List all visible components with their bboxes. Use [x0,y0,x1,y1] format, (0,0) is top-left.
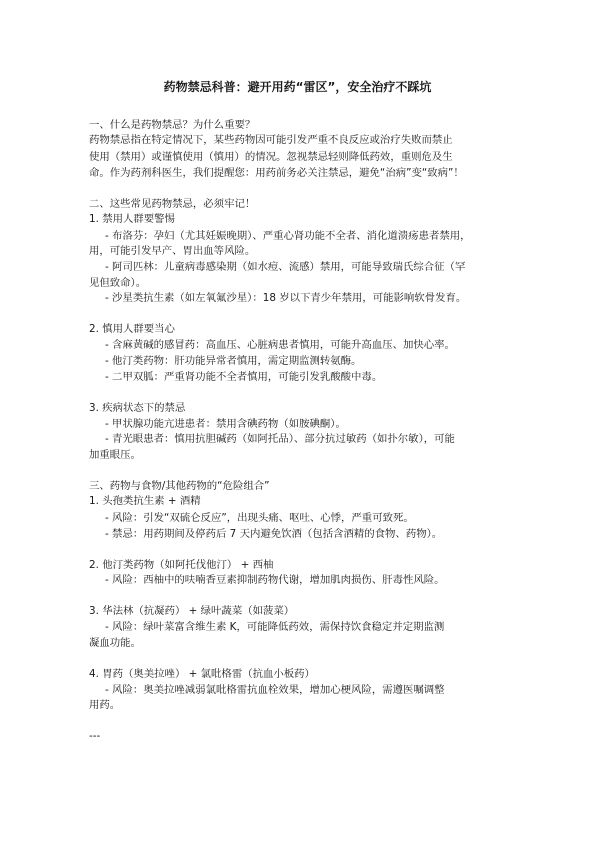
section-3-combo-4-risk-line-2: 用药。 [89,699,121,711]
section-2-group-1-item-3: - 沙星类抗生素（如左氧氟沙星）：18 岁以下青少年禁用，可能影响软骨发育。 [105,292,467,304]
section-2-group-1-item-2-line-2: 见但致命）。 [89,277,147,289]
section-3-combo-2-title: 2. 他汀类药物（如阿托伐他汀） + 西柚 [89,559,274,571]
section-2-group-2-item-1: - 含麻黄碱的感冒药：高血压、心脏病患者慎用，可能升高血压、加快心率。 [105,339,455,351]
section-3-combo-2-risk: - 风险：西柚中的呋喃香豆素抑制药物代谢，增加肌肉损伤、肝毒性风险。 [105,574,445,586]
section-2-group-3-item-2-line-2: 加重眼压。 [89,449,141,461]
separator-text: --- [89,730,101,742]
section-2-group-2-item-3: - 二甲双胍：严重肾功能不全者慎用，可能引发乳酸酸中毒。 [105,371,383,383]
section-2-group-1-item-1-line-1: - 布洛芬：孕妇（尤其妊娠晚期）、严重心肾功能不全者、消化道溃疡患者禁用， [105,230,471,242]
section-3-combo-4-title: 4. 胃药（奥美拉唑） + 氯吡格雷（抗血小板药） [89,668,315,680]
section-3-combo-3-title: 3. 华法林（抗凝药） + 绿叶蔬菜（如菠菜） [89,605,295,617]
section-1-paragraph-line-2: 使用（禁用）或谨慎使用（慎用）的情况。忽视禁忌轻则降低药效，重则危及生 [89,151,453,163]
section-2-group-3-item-1: - 甲状腺功能亢进患者：禁用含碘药物（如胺碘酮）。 [105,418,346,430]
section-3-combo-3-risk-line-1: - 风险：绿叶菜富含维生素 K，可能降低药效，需保持饮食稳定并定期监测 [105,621,445,633]
section-2-heading: 二、这些常见药物禁忌，必须牢记！ [89,198,256,210]
section-2-group-2-item-2: - 他汀类药物：肝功能异常者慎用，需定期监测转氨酶。 [105,355,362,367]
section-1-paragraph-line-3: 命。作为药剂科医生，我们提醒您：用药前务必关注禁忌，避免“治病”变“致病”！ [89,167,464,179]
section-2-group-3-item-2-line-1: - 青光眼患者：慎用抗胆碱药（如阿托品）、部分抗过敏药（如扑尔敏），可能 [105,433,455,445]
section-1-heading: 一、什么是药物禁忌？为什么重要？ [89,119,256,131]
section-2-group-1-item-2-line-1: - 阿司匹林：儿童病毒感染期（如水痘、流感）禁用，可能导致瑞氏综合征（罕 [105,261,466,273]
section-3-combo-1-risk: - 风险：引发“双硫仑反应”，出现头痛、呕吐、心悸，严重可致死。 [105,512,414,524]
section-3-heading: 三、药物与食物/其他药物的“危险组合” [89,480,270,492]
section-3-combo-3-risk-line-2: 凝血功能。 [89,637,141,649]
section-2-group-2-title: 2. 慎用人群要当心 [89,323,175,335]
section-2-group-1-title: 1. 禁用人群要警惕 [89,213,175,225]
section-2-group-1-item-1-line-2: 用，可能引发早产、胃出血等风险。 [89,245,256,257]
section-2-group-3-title: 3. 疾病状态下的禁忌 [89,402,186,414]
section-3-combo-4-risk-line-1: - 风险：奥美拉唑减弱氯吡格雷抗血栓效果，增加心梗风险，需遵医嘱调整 [105,684,445,696]
section-3-combo-1-title: 1. 头孢类抗生素 + 酒精 [89,495,201,507]
section-3-combo-1-contraindication: - 禁忌：用药期间及停药后 7 天内避免饮酒（包括含酒精的食物、药物）。 [105,528,443,540]
document-title: 药物禁忌科普：避开用药“雷区”，安全治疗不踩坑 [163,80,432,94]
section-1-paragraph-line-1: 药物禁忌指在特定情况下，某些药物因可能引发严重不良反应或治疗失败而禁止 [89,134,453,146]
